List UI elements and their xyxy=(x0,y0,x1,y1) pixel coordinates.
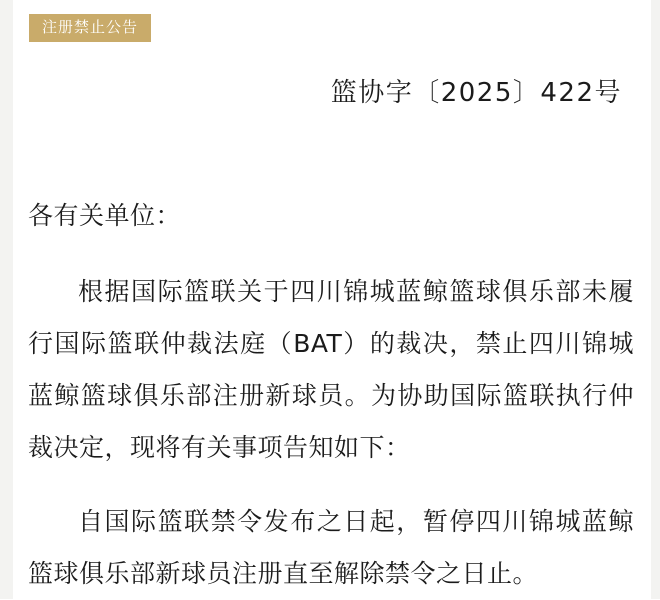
paragraph-1: 根据国际篮联关于四川锦城蓝鲸篮球俱乐部未履行国际篮联仲裁法庭（BAT）的裁决，禁止四川锦城蓝鲸篮球俱乐部注册新球员。为协助国际篮联执行仲裁决定，现将有关事项告知如下： xyxy=(28,277,634,462)
document-number: 篮协字〔2025〕422号 xyxy=(330,78,622,108)
page-left-margin-strip xyxy=(0,0,13,599)
salutation: 各有关单位： xyxy=(28,201,182,230)
page-right-margin-strip xyxy=(651,0,660,599)
paragraph-2: 自国际篮联禁令发布之日起，暂停四川锦城蓝鲸篮球俱乐部新球员注册直至解除禁令之日止。 xyxy=(28,507,634,588)
notice-type-badge: 注册禁止公告 xyxy=(29,14,151,42)
document-body xyxy=(28,190,634,600)
